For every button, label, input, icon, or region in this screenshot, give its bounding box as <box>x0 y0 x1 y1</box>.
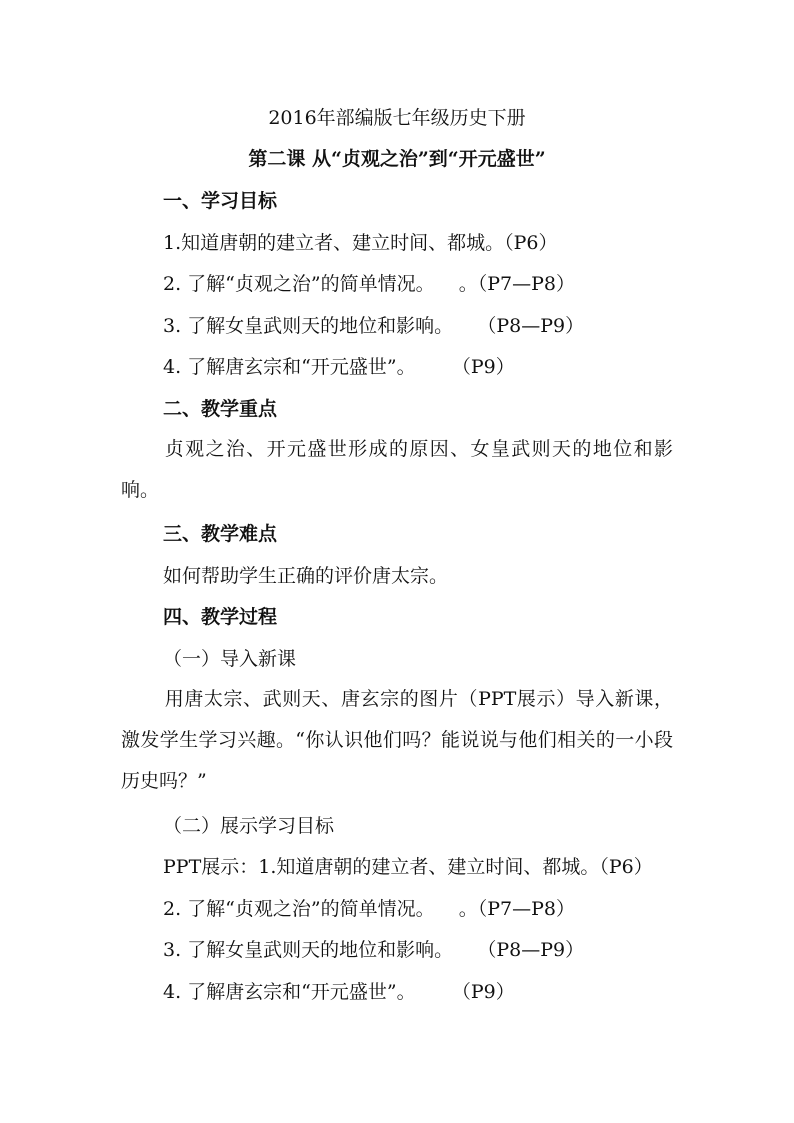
lesson-title: 第二课 从“贞观之治”到“开元盛世” <box>248 148 546 170</box>
key-points-text: 贞观之治、开元盛世形成的原因、女皇武则天的地位和影响。 <box>121 438 673 501</box>
goal-item-3: 3. 了解女皇武则天的地位和影响。 （P8—P9） <box>163 315 585 337</box>
section-heading-difficulties: 三、教学难点 <box>163 523 278 545</box>
document-header: 2016年部编版七年级历史下册 <box>268 107 526 129</box>
difficulties-text: 如何帮助学生正确的评价唐太宗。 <box>163 565 449 587</box>
subsection-goals-display: （二）展示学习目标 <box>163 815 335 837</box>
section-heading-process: 四、教学过程 <box>163 606 278 628</box>
ppt-goal-item-4: 4. 了解唐玄宗和“开元盛世”。 （P9） <box>163 981 515 1003</box>
subsection-intro: （一）导入新课 <box>163 648 297 670</box>
ppt-goal-item-2: 2. 了解“贞观之治”的简单情况。 。（P7—P8） <box>163 898 575 920</box>
intro-paragraph: 用唐太宗、武则天、唐玄宗的图片（PPT展示）导入新课，激发学生学习兴趣。“你认识他们吗？能说说与他们相关的一小段历史吗？” <box>121 688 673 792</box>
goal-item-4: 4. 了解唐玄宗和“开元盛世”。 （P9） <box>163 356 515 378</box>
ppt-goal-item-3: 3. 了解女皇武则天的地位和影响。 （P8—P9） <box>163 939 585 961</box>
section-heading-key-points: 二、教学重点 <box>163 398 278 420</box>
section-heading-goals: 一、学习目标 <box>163 190 278 212</box>
ppt-goal-item-1: PPT展示：1.知道唐朝的建立者、建立时间、都城。（P6） <box>163 856 653 878</box>
goal-item-1: 1.知道唐朝的建立者、建立时间、都城。（P6） <box>163 232 558 254</box>
goal-item-2: 2. 了解“贞观之治”的简单情况。 。（P7—P8） <box>163 273 575 295</box>
